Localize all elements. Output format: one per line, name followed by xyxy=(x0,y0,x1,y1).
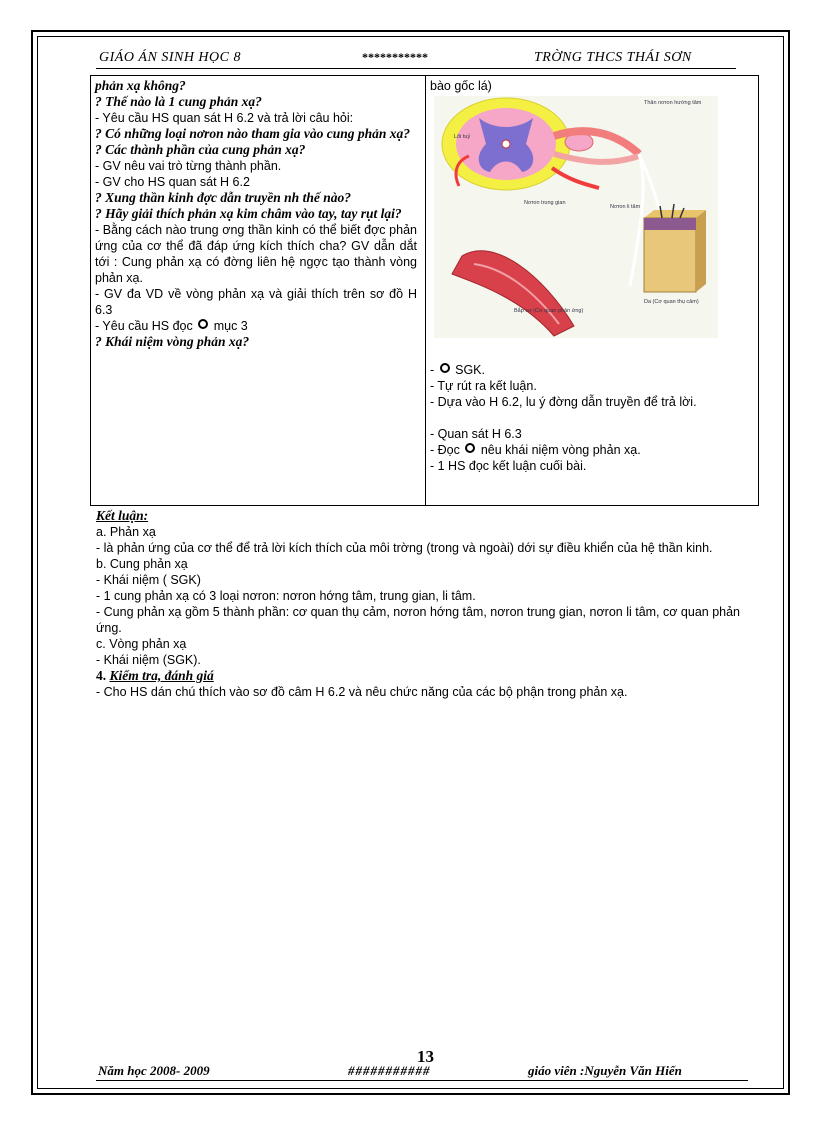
answer-line: - 1 HS đọc kết luận cuối bài. xyxy=(430,459,587,473)
instruction-line xyxy=(95,318,417,334)
student-activity-column xyxy=(430,78,754,474)
subheading: b. Cung phản xạ xyxy=(96,557,188,571)
skin-block xyxy=(644,204,706,292)
answer-line: - Quan sát H 6.3 xyxy=(430,427,522,441)
question-line: ? Thế nào là 1 cung phản xạ? xyxy=(95,94,262,109)
question-line: phản xạ không? xyxy=(95,78,186,93)
answer-text: nêu khái niệm vòng phản xạ. xyxy=(480,443,641,457)
conclusion-title: Kết luận: xyxy=(96,508,149,523)
label-huong-tam: Thân nơron hướng tâm xyxy=(644,100,702,106)
reflex-arc-diagram xyxy=(434,96,718,338)
question-line: ? Hãy giải thích phản xạ kim châm vào tay, tay rụt lại? xyxy=(95,206,402,221)
body-text: - 1 cung phản xạ có 3 loại nơron: nơron hớng tâm, trung gian, li tâm. xyxy=(96,589,476,603)
circle-symbol-icon xyxy=(465,443,475,453)
central-canal xyxy=(502,140,510,148)
instruction-text: - Yêu cầu HS đọc xyxy=(95,319,193,333)
answer-line: - Tự rút ra kết luận. xyxy=(430,379,537,393)
footer-year: Năm học 2008- 2009 xyxy=(98,1063,210,1078)
page-number: 13 xyxy=(417,1047,434,1066)
header-subject: GIÁO ÁN SINH HỌC 8 xyxy=(99,50,241,65)
label-li-tam: Nơron li tâm xyxy=(610,204,641,210)
instruction-line: - Yêu cầu HS quan sát H 6.2 và trả lời câu hỏi: xyxy=(95,111,354,125)
footer-teacher: giáo viên :Nguyễn Văn Hiến xyxy=(528,1063,682,1078)
instruction-line: - Bằng cách nào trung ơng thần kinh có thể biết đợc phản ứng của cơ thể đã đáp ứng kích thích cha? GV dẫn dắt tới : Cung phản xạ có đờng liên hệ ngợc tạo thành vòng phản xạ. xyxy=(95,223,417,285)
question-line: ? Có những loại nơron nào tham gia vào cung phản xạ? xyxy=(95,126,411,141)
answer-line: - SGK. xyxy=(430,363,485,377)
body-text: - Cung phản xạ gồm 5 thành phần: cơ quan thụ cảm, nơron hớng tâm, nơron trung gian, nơron li tâm, cơ quan phản ứng. xyxy=(96,605,741,635)
label-bap-co: Bắp cơ (Cơ quan phản ứng) xyxy=(514,308,584,314)
label-tuy: Lõi tuỷ xyxy=(454,134,471,140)
body-text: - là phản ứng của cơ thể để trả lời kích thích của môi trờng (trong và ngoài) dới sự điều khiển của hệ thần kinh. xyxy=(96,541,713,555)
question-line: ? Xung thần kinh đợc dẫn truyền nh thế nào? xyxy=(95,190,351,205)
circle-symbol-icon xyxy=(198,319,208,329)
subheading: c. Vòng phản xạ xyxy=(96,637,187,651)
instruction-line: - GV đa VD về vòng phản xạ và giải thích trên sơ đồ H 6.3 xyxy=(95,287,417,317)
question-line: ? Khái niệm vòng phản xạ? xyxy=(95,334,250,349)
label-da: Da (Cơ quan thụ cảm) xyxy=(644,299,699,305)
body-text: - Khái niệm (SGK). xyxy=(96,653,201,667)
section-number: 4. xyxy=(96,668,107,683)
body-text: - Cho HS dán chú thích vào sơ đồ câm H 6.2 và nêu chức năng của các bộ phận trong phản xạ. xyxy=(96,685,628,699)
conclusion-section xyxy=(96,508,760,700)
instruction-line: - GV nêu vai trò từng thành phần. xyxy=(95,159,282,173)
footer-hashes: ########### xyxy=(348,1063,431,1078)
answer-text: SGK. xyxy=(455,363,485,377)
table-column-divider xyxy=(425,76,426,505)
answer-line xyxy=(430,442,754,458)
spacer xyxy=(430,410,754,426)
header-school: TRỜNG THCS THÁI SƠN xyxy=(534,50,692,65)
instruction-text: mục 3 xyxy=(213,319,248,333)
label-trung-gian: Nơron trung gian xyxy=(524,200,566,206)
circle-symbol-icon xyxy=(440,363,450,373)
answer-line: bào gốc lá) xyxy=(430,79,492,93)
header-stars: *********** xyxy=(362,50,428,64)
instruction-line: - GV cho HS quan sát H 6.2 xyxy=(95,175,250,189)
page-footer xyxy=(96,1063,748,1081)
section-4-heading xyxy=(96,668,760,684)
section-title: Kiểm tra, đánh giá xyxy=(109,668,214,683)
page-header xyxy=(96,49,736,69)
answer-text: - Đọc xyxy=(430,443,460,457)
body-text: - Khái niệm ( SGK) xyxy=(96,573,201,587)
answer-line: - Dựa vào H 6.2, lu ý đờng dẫn truyền để trả lời. xyxy=(430,395,697,409)
teacher-activity-column xyxy=(95,78,417,350)
subheading: a. Phản xạ xyxy=(96,525,156,539)
question-line: ? Các thành phần của cung phản xạ? xyxy=(95,142,306,157)
